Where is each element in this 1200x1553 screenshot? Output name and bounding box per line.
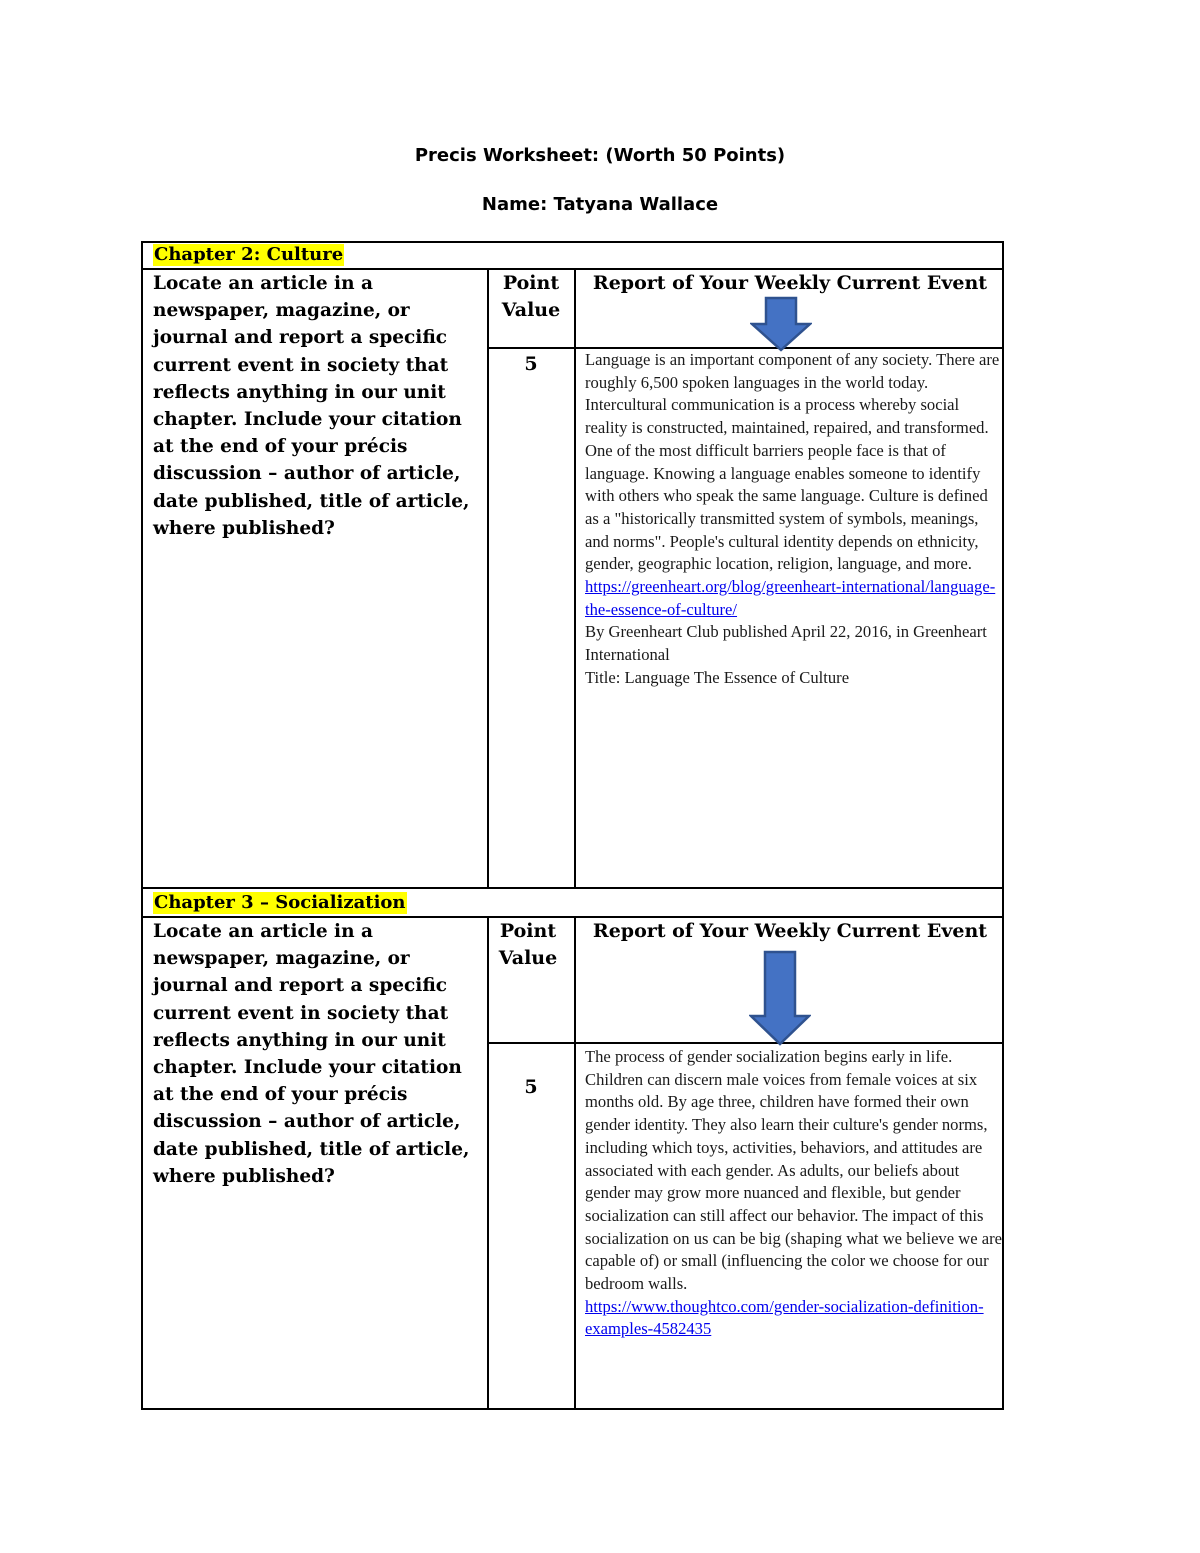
report-header: Report of Your Weekly Current Event: [592, 272, 988, 294]
worksheet-title: Precis Worksheet: (Worth 50 Points): [414, 145, 786, 166]
chapter-heading: Chapter 3 – Socialization: [154, 892, 406, 913]
down-arrow-icon: [750, 296, 812, 352]
column-divider: [574, 268, 576, 887]
column-divider: [487, 916, 489, 1408]
point-value: 5: [524, 1076, 538, 1098]
point-value: 5: [524, 353, 538, 375]
article-link[interactable]: https://www.thoughtco.com/gender-socialization-definition-examples-4582435: [585, 1296, 984, 1339]
assignment-prompt: Locate an article in a newspaper, magazine, or journal and report a specific current event in society that reflects anything in our unit chapter. Include your citation at the end of your précis discussion – author of article, date published, title of article, where published?: [153, 921, 470, 1187]
down-arrow-icon: [749, 950, 811, 1046]
chapter-row: [143, 243, 1002, 270]
article-link[interactable]: https://greenheart.org/blog/greenheart-international/language-the-essence-of-culture/: [585, 577, 996, 619]
article-title: Title: Language The Essence of Culture: [585, 667, 850, 687]
report-paragraph: The process of gender socialization begins early in life. Children can discern male voices from female voices at six months old. By age three, children have formed their own gender identity. They also learn their culture's gender norms, including which toys, activities, behaviors, and attitudes are associated with each gender. As adults, our beliefs about gender may grow more nuanced and flexible, but gender socialization can still affect our behavior. The impact of this socialization on us can be big (shaping what we believe we are capable of) or small (influencing the color we choose for our bedroom walls.: [585, 1047, 1002, 1294]
chapter-2-table: [141, 241, 1004, 889]
student-name: Name: Tatyana Wallace: [481, 194, 719, 215]
chapter-3-table: [141, 887, 1004, 1410]
report-header: Report of Your Weekly Current Event: [592, 920, 988, 942]
report-body: [585, 1046, 1003, 1341]
point-value-header: Point Value: [498, 920, 558, 969]
report-body: [585, 349, 1003, 690]
assignment-prompt: Locate an article in a newspaper, magazine, or journal and report a specific current event in society that reflects anything in our unit chapter. Include your citation at the end of your précis discussion – author of article, date published, title of article, where published?: [153, 273, 470, 539]
chapter-heading: Chapter 2: Culture: [154, 244, 344, 265]
article-byline: By Greenheart Club published April 22, 2016, in Greenheart International: [585, 622, 987, 665]
report-paragraph: Language is an important component of any society. There are roughly 6,500 spoken languages in the world today. Intercultural communication is a process whereby social reality is constructed, maintained, repaired, and transformed. One of the most difficult barriers people face is that of language. Knowing a language enables someone to identify with others who speak the same language. Culture is defined as a "historically transmitted system of symbols, meanings, and norms". People's cultural identity depends on ethnicity, gender, geographic location, religion, language, and more.: [585, 350, 1000, 574]
point-value-header: Point Value: [501, 272, 561, 321]
chapter-row: [143, 889, 1002, 918]
row-divider: [489, 1042, 1002, 1044]
column-divider: [574, 916, 576, 1408]
